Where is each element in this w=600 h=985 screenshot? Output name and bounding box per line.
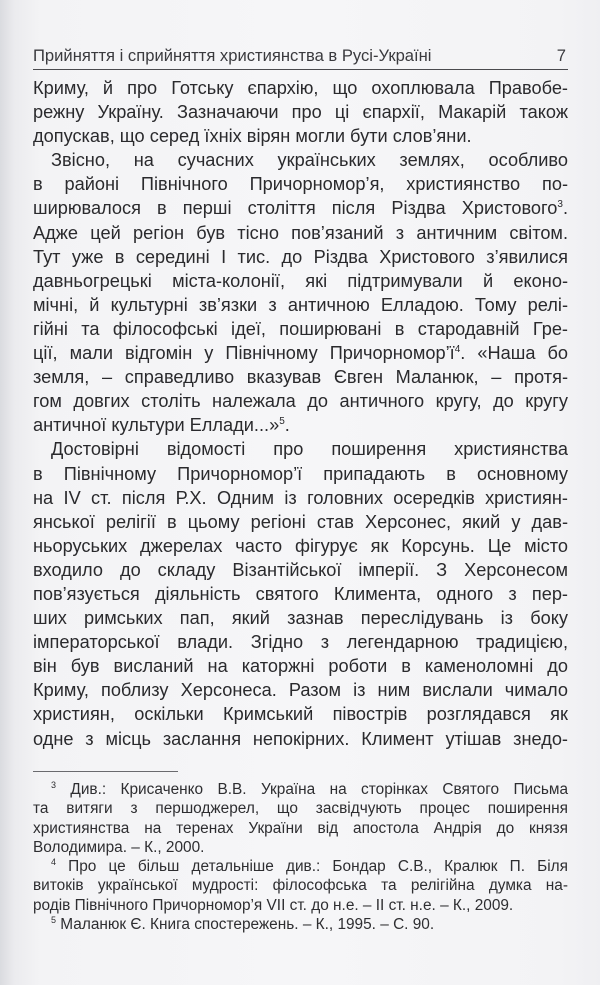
text-line: ньоруських джерелах часто фігурує як Корсунь. Це місто — [33, 535, 568, 556]
text-run: ції, мали відгомін у Північному Причорномор’ї — [33, 343, 455, 364]
text-line: Криму, й про Готську єпархію, що охоплювала Правобе- — [33, 78, 568, 98]
footnote-4 — [33, 857, 568, 876]
text-line: пов’язується діяльність святого Климента, одного з пер- — [33, 583, 568, 604]
text-run: ширювалося в перші століття після Різдва Христового — [33, 198, 558, 219]
footnote-separator — [33, 771, 178, 772]
text-line: Криму, поблизу Херсонеса. Разом із ним вислали чимало — [33, 680, 568, 701]
running-head — [33, 46, 568, 70]
footnote-marker: 3 — [51, 780, 57, 790]
text-line: гом довгих століть належала до античного кругу, до кругу — [33, 391, 568, 412]
text-line: християн, оскільки Кримський півострів розглядався як — [33, 704, 568, 725]
footnote-marker: 5 — [51, 915, 57, 926]
footnote-marker: 4 — [51, 857, 57, 868]
text-run: . — [284, 415, 290, 436]
footnote-line: християнства на теренах України від апостола Андрія до князя — [33, 819, 568, 837]
text-line: допускав, що серед їхніх вірян могли бути слов’яни. — [33, 126, 472, 147]
text-line — [33, 196, 568, 220]
text-line: на IV ст. після Р.Х. Одним із головних осередків християн- — [33, 487, 568, 508]
text-line: янської релігії в цьому регіоні став Херсонес, який у дав- — [33, 511, 568, 532]
text-line: давньогрецькі міста-колонії, які підтримували й еконо- — [33, 270, 568, 291]
footnote-line: витоків української мудрості: філософська та релігійна думка на- — [33, 877, 568, 895]
footnote-text: Див.: Крисаченко В.В. Україна на сторінках Святого Письма — [56, 781, 568, 798]
text-line: входило до складу Візантійської імперії. З Херсонесом — [33, 559, 568, 580]
text-line: він був висланий на каторжні роботи в каменоломні до — [33, 656, 568, 677]
footnote-3 — [33, 780, 568, 799]
footnote-line: Володимира. – К., 2000. — [33, 838, 205, 856]
text-line: мічні, й культурні зв’язки з античною Елладою. Тому релі- — [33, 294, 568, 315]
text-line: земля, – справедливо вказував Євген Маланюк, – протя- — [33, 367, 568, 388]
page-number: 7 — [556, 46, 566, 65]
text-line: Адже цей регіон був тісно пов’язаний з античним світом. — [33, 222, 568, 243]
text-line — [33, 413, 568, 437]
footnote-ref-4[interactable]: 4 — [454, 344, 461, 356]
text-line: режну Україну. Зазначаючи про ці єпархії, Макарій також — [33, 102, 568, 123]
footnote-ref-5[interactable]: 5 — [279, 416, 285, 428]
footnote-line: та витяги з першоджерел, що засвідчують процес поширення — [33, 800, 568, 818]
text-line: ших римських пап, який зазнав переслідувань із боку — [33, 608, 568, 629]
text-line: одне з місць заслання непокірних. Климент утішав знедо- — [33, 728, 568, 749]
running-head-title: Прийняття і сприйняття християнства в Русі-Україні — [33, 46, 432, 65]
paragraph-start-line: Звісно, на сучасних українських землях, особливо — [51, 150, 568, 171]
text-run: . — [562, 198, 568, 219]
text-line: гійні та філософські ідеї, поширювані в стародавній Гре- — [33, 318, 568, 339]
footnote-ref-3[interactable]: 3 — [557, 199, 563, 211]
footnotes — [33, 780, 568, 934]
text-line — [33, 341, 568, 365]
footnote-5 — [33, 915, 568, 934]
paragraph-start-line: Достовірні відомості про поширення християнства — [51, 439, 568, 460]
footnote-text: Про це більш детальніше див.: Бондар С.В., Кралюк П. Біля — [56, 858, 568, 876]
book-page — [33, 0, 568, 985]
text-line: в Північному Причорномор’ї припадають в основному — [33, 463, 568, 484]
text-line: Тут уже в середині І тис. до Різдва Христового з’явилися — [33, 246, 568, 267]
text-run: античної культури Еллади...» — [33, 415, 280, 436]
text-line: імператорської влади. Згідно з легендарною традицією, — [33, 632, 568, 653]
footnote-text: Маланюк Є. Книга спостережень. – К., 1995. – С. 90. — [56, 916, 435, 934]
footnote-line: родів Північного Причорномор’я VII ст. до н.е. – II ст. н.е. – К., 2009. — [33, 896, 514, 914]
body-text — [33, 76, 568, 751]
text-line: в районі Північного Причорномор’я, християнство по- — [33, 174, 568, 195]
text-run: . «Наша бо — [460, 343, 568, 364]
